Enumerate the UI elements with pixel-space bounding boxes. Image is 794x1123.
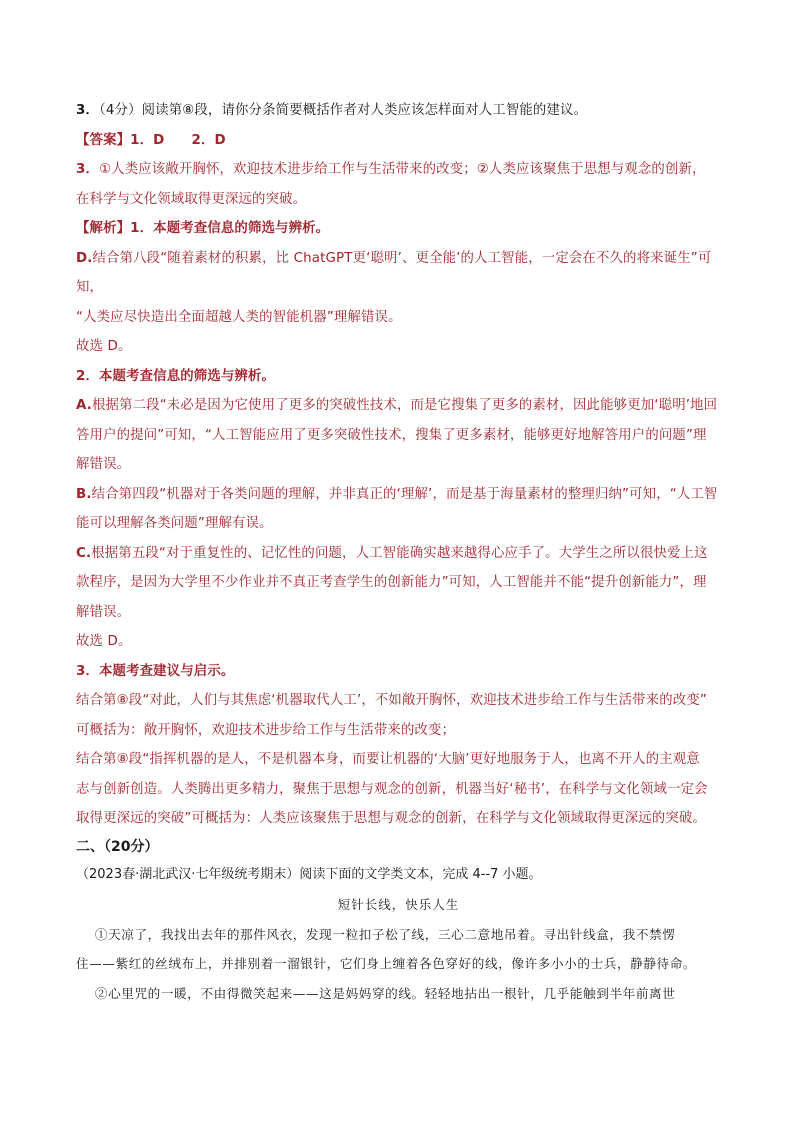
analysis-head-text: 3．本题考查建议与启示。 [76,663,235,679]
section-title: 二、（20分） [76,838,159,855]
analysis-text: “人类应尽快造出全面超越人类的智能机器”理解错误。 [76,309,402,325]
question-3 [76,96,721,126]
answer-line-1 [76,126,721,156]
analysis-e-5 [76,804,721,834]
document-page [76,96,721,1008]
analysis-text: 故选 D。 [76,634,132,649]
article-body [76,920,721,1009]
analysis-text: 答用户的提问”可知，“人工智能应用了更多突破性技术，搜集了更多素材，能够更好地解答用户的问题”理 [76,427,707,443]
article-text: 住——紫红的丝绒布上，并排别着一溜银针，它们身上缠着各色穿好的线，像许多小小的士兵，静静待命。 [76,956,697,971]
answer-line-3 [76,185,721,215]
analysis-head-2 [76,362,721,392]
answer-text: ①人类应该敞开胸怀，欢迎技术进步给工作与生活带来的改变；②人类应该聚焦于思想与观念的创新， [99,162,706,177]
question-text: 阅读第⑧段，请你分条简要概括作者对人类应该怎样面对人工智能的建议。 [141,103,588,118]
analysis-text: 结合第八段“随着素材的积累，比 ChatGPT更‘聪明’、更全能’的人工智能，一定会在不久的将来诞生”可知， [76,250,712,295]
analysis-a-1 [76,391,721,421]
analysis-a-3 [76,450,721,480]
article-title: 短针长线，快乐人生 [337,896,460,912]
analysis-a-2 [76,421,721,451]
option-label: A. [76,398,92,413]
analysis-b-2 [76,509,721,539]
analysis-choose-2 [76,627,721,657]
article-paragraph-2 [76,979,721,1009]
article-paragraph-1 [76,920,721,950]
analysis-head-text: 1．本题考查信息的筛选与辨析。 [130,221,330,236]
option-label: B. [76,486,92,502]
analysis-b-1 [76,480,721,510]
answer-line-2 [76,155,721,185]
option-label: C. [76,545,92,561]
analysis-d-2 [76,303,721,333]
analysis-text: 取得更深远的突破”可概括为：人类应该聚焦于思想与观念的创新，在科学与文化领域取得更深远的突破。 [76,811,706,826]
analysis-text: 能可以理解各类问题”理解有误。 [76,516,273,531]
answer-tag: 【答案】 [76,132,131,148]
analysis-text: 结合第⑧段“对此，人们与其焦虑‘机器取代人工’，不如敞开胸怀，欢迎技术进步给工作与生活带来的改变” [76,693,707,708]
analysis-e-2 [76,716,721,746]
question-score: （4分） [99,103,142,118]
answer-number: 3． [76,162,100,177]
analysis-e-3 [76,745,721,775]
analysis-text: 结合第⑧段“指挥机器的是人，不是机器本身，而要让机器的‘大脑’更好地服务于人，也离不开人的主观意 [76,752,700,767]
analysis-head-text: 2．本题考查信息的筛选与辨析。 [76,368,276,384]
analysis-text: 结合第四段“机器对于各类问题的理解，并非真正的‘理解’，而是基于海量素材的整理归纳”可知，“人工智 [91,486,718,502]
analysis-e-1 [76,686,721,716]
analysis-text: 解错误。 [76,604,131,620]
analysis-c-2 [76,568,721,598]
option-label: D. [76,250,93,266]
article-text: ①天凉了，我找出去年的那件风衣，发现一粒扣子松了线，三心二意地吊着。寻出针线盒，我不禁愣 [94,926,676,942]
question-number: 3． [76,103,100,118]
analysis-e-4 [76,775,721,805]
analysis-text: 款程序，是因为大学里不少作业并不真正考查学生的创新能力”可知，人工智能并不能“提升创新能力”，理 [76,575,707,590]
analysis-c-1 [76,539,721,569]
analysis-text: 解错误。 [76,457,131,472]
article-paragraph-1-cont [76,949,721,979]
section-source: （2023春·湖北武汉·七年级统考期末）阅读下面的文学类文本，完成 4--7 小题。 [76,866,542,882]
analysis-head-3 [76,657,721,687]
analysis-text: 根据第二段“未必是因为它使用了更多的突破性技术，而是它搜集了更多的素材，因此能够更加‘聪明’地回 [92,398,718,413]
analysis-head [76,214,721,244]
answer-choices: 1．D 2．D [130,132,226,148]
analysis-text: 可概括为：敞开胸怀，欢迎技术进步给工作与生活带来的改变； [76,722,456,738]
analysis-text: 志与创新创造。人类腾出更多精力，聚焦于思想与观念的创新，机器当好‘秘书’，在科学与文化领域一定会 [76,781,708,797]
analysis-text: 根据第五段“对于重复性的、记忆性的问题，人工智能确实越来越得心应手了。大学生之所以很快爱上这 [91,545,708,561]
analysis-d-1 [76,244,721,303]
answer-text-cont: 在科学与文化领域取得更深远的突破。 [76,191,307,207]
analysis-tag: 【解析】 [76,221,131,236]
analysis-choose-1 [76,332,721,362]
article-text: ②心里咒的一暖，不由得微笑起来——这是妈妈穿的线。轻轻地拈出一根针，几乎能触到半年前离世 [94,985,676,1001]
analysis-c-3 [76,598,721,628]
analysis-text: 故选 D。 [76,339,132,354]
